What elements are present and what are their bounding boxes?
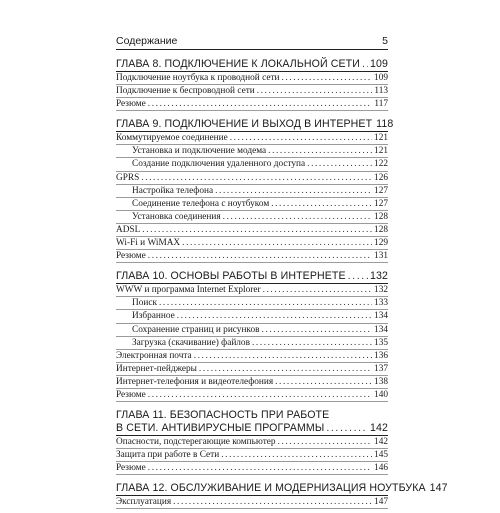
dot-leader (362, 58, 368, 71)
toc-subitem[interactable] (116, 158, 388, 171)
toc-item[interactable] (116, 462, 388, 475)
item-title: Интернет-телефония и видеотелефония (116, 376, 274, 387)
chapter-spacer (116, 475, 388, 479)
item-page: 128 (374, 211, 388, 222)
dot-leader (268, 145, 372, 157)
dot-leader (262, 324, 372, 336)
chapter-heading[interactable] (116, 482, 448, 495)
page-number: 5 (382, 35, 388, 47)
toc-item[interactable] (116, 389, 388, 402)
item-page: 137 (374, 363, 388, 374)
toc-item[interactable] (116, 363, 388, 376)
dot-leader (271, 198, 372, 210)
chapter-title-row (116, 422, 388, 435)
toc-subitem[interactable] (116, 297, 388, 310)
dot-leader (307, 158, 372, 170)
item-page: 140 (374, 389, 388, 400)
toc-item[interactable] (116, 250, 388, 263)
chapter-page: 142 (370, 422, 388, 435)
dot-leader (221, 449, 372, 461)
item-page: 127 (374, 198, 388, 209)
dot-leader (148, 250, 372, 262)
toc-item[interactable] (116, 237, 388, 250)
item-page: 147 (374, 497, 388, 508)
dot-leader (182, 237, 372, 249)
toc-subitem[interactable] (116, 185, 388, 198)
item-title: Сохранение страниц и рисунков (132, 324, 260, 335)
item-page: 135 (374, 337, 388, 348)
dot-leader (177, 310, 372, 322)
chapter-page: 147 (429, 482, 448, 495)
dot-leader (148, 98, 372, 110)
dot-leader (348, 270, 368, 283)
chapter-title: ГЛАВА 8. ПОДКЛЮЧЕНИЕ К ЛОКАЛЬНОЙ СЕТИ (116, 58, 360, 70)
item-page: 128 (374, 224, 388, 235)
toc-subitem[interactable] (116, 145, 388, 158)
chapter-title: ГЛАВА 10. ОСНОВЫ РАБОТЫ В ИНТЕРНЕТЕ (116, 270, 346, 283)
chapter-title: В СЕТИ. АНТИВИРУСНЫЕ ПРОГРАММЫ (116, 422, 325, 435)
item-title: Резюме (116, 251, 146, 262)
chapter-spacer (116, 263, 388, 267)
item-page: 134 (374, 311, 388, 322)
chapter-title: ГЛАВА 11. БЕЗОПАСНОСТЬ ПРИ РАБОТЕ (116, 409, 330, 422)
toc-item[interactable] (116, 376, 388, 389)
chapter-heading[interactable] (116, 409, 388, 435)
item-title: Электронная почта (116, 350, 192, 361)
dot-leader (148, 462, 372, 474)
item-title: WWW и программа Internet Explorer (116, 285, 261, 296)
dot-leader (278, 436, 372, 448)
item-page: 134 (374, 324, 388, 335)
dot-leader (142, 224, 372, 236)
dot-leader (257, 85, 372, 97)
item-page: 133 (374, 298, 388, 309)
item-page: 138 (374, 376, 388, 387)
chapter-spacer (116, 111, 388, 115)
dot-leader (159, 297, 372, 309)
item-page: 136 (374, 350, 388, 361)
item-page: 121 (374, 146, 388, 157)
toc-subitem[interactable] (116, 211, 388, 224)
chapter-title-row (116, 270, 388, 283)
item-title: Интернет-пейджеры (116, 363, 197, 374)
dot-leader (252, 337, 372, 349)
chapter-title: ГЛАВА 9. ПОДКЛЮЧЕНИЕ И ВЫХОД В ИНТЕРНЕТ (116, 118, 373, 131)
dot-leader (263, 284, 372, 296)
toc-subitem[interactable] (116, 337, 388, 350)
table-of-contents (116, 55, 448, 513)
item-page: 113 (374, 86, 388, 97)
item-title: Wi-Fi и WiMAX (116, 238, 181, 249)
dot-leader (141, 172, 372, 184)
item-page: 126 (374, 172, 388, 183)
chapter-heading[interactable] (116, 58, 388, 71)
dot-leader (282, 72, 373, 84)
toc-item[interactable] (116, 98, 388, 111)
item-page: 117 (374, 99, 388, 110)
item-title: Соединение телефона с ноутбуком (132, 198, 270, 209)
chapter-title-line (116, 409, 388, 422)
item-page: 129 (374, 238, 388, 249)
item-title: Создание подключения удаленного доступа (132, 159, 306, 170)
section-title: Содержание (116, 35, 178, 47)
running-head (116, 31, 388, 50)
chapter-title: ГЛАВА 12. ОБСЛУЖИВАНИЕ И МОДЕРНИЗАЦИЯ НОУТБУКА (116, 482, 426, 495)
item-title: Резюме (116, 389, 146, 400)
chapter-title-row (116, 118, 394, 131)
item-title: Загрузка (скачивание) файлов (132, 337, 250, 348)
chapter-heading[interactable] (116, 118, 394, 131)
item-title: Подключение ноутбука к проводной сети (116, 73, 280, 83)
item-page: 132 (374, 285, 388, 296)
chapter-title-row (116, 58, 388, 71)
item-title: GPRS (116, 172, 140, 183)
dot-leader (275, 376, 372, 388)
dot-leader (326, 422, 368, 435)
chapter-spacer (116, 402, 388, 406)
item-title: Установка соединения (132, 211, 221, 222)
item-page: 131 (374, 251, 388, 262)
item-title: Резюме (116, 99, 146, 110)
item-page: 109 (374, 73, 388, 83)
dot-leader (194, 350, 372, 362)
toc-item[interactable] (116, 85, 388, 98)
item-page: 121 (374, 133, 388, 144)
chapter-page: 109 (370, 58, 388, 70)
dot-leader (223, 211, 372, 223)
chapter-page: 132 (370, 270, 388, 283)
item-page: 145 (374, 450, 388, 461)
dot-leader (230, 132, 372, 144)
dot-leader (173, 496, 372, 508)
toc-item[interactable] (116, 132, 388, 145)
dot-leader (199, 363, 372, 375)
item-page: 142 (374, 437, 388, 448)
toc-item[interactable] (116, 172, 388, 185)
toc-item[interactable] (116, 72, 388, 85)
dot-leader (215, 185, 372, 197)
item-title: Защита при работе в Сети (116, 450, 220, 461)
item-title: Коммутируемое соединение (116, 133, 228, 144)
item-title: Подключение к беспроводной сети (116, 86, 255, 97)
item-title: Установка и подключение модема (132, 146, 267, 157)
toc-item[interactable] (116, 350, 388, 363)
chapter-page: 118 (376, 118, 394, 131)
item-title: Настройка телефона (132, 185, 214, 196)
toc-subitem[interactable] (116, 310, 388, 323)
item-title: Опасности, подстерегающие компьютер (116, 437, 276, 448)
item-title: Поиск (132, 298, 157, 309)
toc-item[interactable] (116, 496, 388, 509)
toc-item[interactable] (116, 224, 388, 237)
item-title: Резюме (116, 463, 146, 474)
item-title: Избранное (132, 311, 175, 322)
item-page: 127 (374, 185, 388, 196)
item-page: 122 (374, 159, 388, 170)
toc-item[interactable] (116, 284, 388, 297)
item-title: Эксплуатация (116, 497, 172, 508)
toc-item[interactable] (116, 449, 388, 462)
chapter-heading[interactable] (116, 270, 388, 283)
dot-leader (148, 389, 372, 401)
item-title: ADSL (116, 224, 141, 235)
toc-item[interactable] (116, 436, 388, 449)
toc-subitem[interactable] (116, 324, 388, 337)
chapter-title-row (116, 482, 448, 495)
item-page: 146 (374, 463, 388, 474)
chapter-spacer (116, 509, 388, 513)
toc-subitem[interactable] (116, 198, 388, 211)
